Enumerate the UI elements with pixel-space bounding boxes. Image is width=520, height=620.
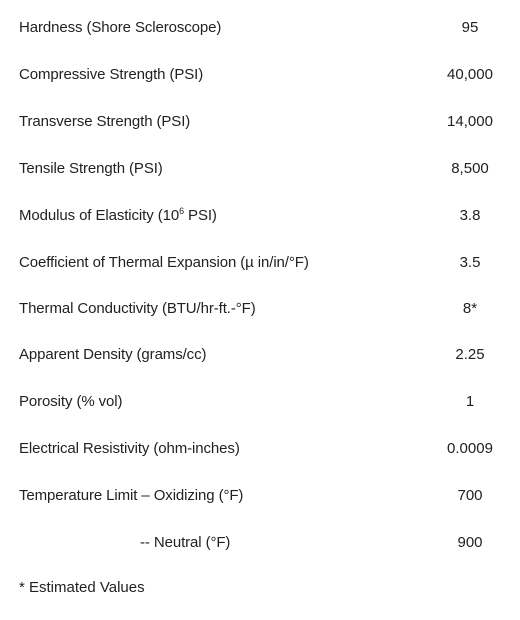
property-row-apparent-density [0, 343, 520, 367]
property-value: 0.0009 [447, 440, 493, 457]
property-value: 14,000 [447, 113, 493, 130]
property-row-temperature-limit-neutral [0, 531, 520, 555]
property-row-electrical-resistivity [0, 437, 520, 461]
property-value: 3.8 [459, 207, 481, 224]
property-row-transverse-strength [0, 110, 520, 134]
property-label [19, 204, 217, 228]
property-value: 8* [462, 300, 478, 317]
property-label: Temperature Limit – Oxidizing (°F) [19, 487, 244, 504]
property-label: Tensile Strength (PSI) [19, 160, 163, 177]
property-value: 40,000 [447, 66, 493, 83]
footnote-estimated-values: * Estimated Values [19, 579, 145, 596]
property-row-hardness [0, 16, 520, 40]
property-label-unit: PSI) [183, 207, 217, 224]
property-value: 2.25 [455, 346, 485, 363]
property-value: 1 [465, 393, 475, 410]
property-value: 700 [457, 487, 483, 504]
property-row-compressive-strength [0, 63, 520, 87]
property-label: Compressive Strength (PSI) [19, 66, 204, 83]
property-label: Porosity (% vol) [19, 393, 123, 410]
property-label: Electrical Resistivity (ohm-inches) [19, 440, 240, 457]
property-value: 900 [457, 534, 483, 551]
property-label: Thermal Conductivity (BTU/hr-ft.-°F) [19, 300, 256, 317]
property-label: -- Neutral (°F) [140, 534, 231, 551]
property-value: 3.5 [459, 254, 481, 271]
property-label: Hardness (Shore Scleroscope) [19, 19, 222, 36]
property-label: Transverse Strength (PSI) [19, 113, 191, 130]
property-label: Apparent Density (grams/cc) [19, 346, 207, 363]
property-row-temperature-limit-oxidizing [0, 484, 520, 508]
property-label-main: Modulus of Elasticity (10 [19, 207, 180, 224]
property-row-thermal-conductivity [0, 297, 520, 321]
property-row-thermal-expansion [0, 251, 520, 275]
property-row-porosity [0, 390, 520, 414]
property-label: Coefficient of Thermal Expansion (µ in/in/°F) [19, 254, 309, 271]
property-row-tensile-strength [0, 157, 520, 181]
property-value: 95 [461, 19, 479, 36]
property-value: 8,500 [451, 160, 489, 177]
property-row-modulus-of-elasticity [0, 204, 520, 228]
property-label-superscript: 6 [179, 206, 184, 216]
